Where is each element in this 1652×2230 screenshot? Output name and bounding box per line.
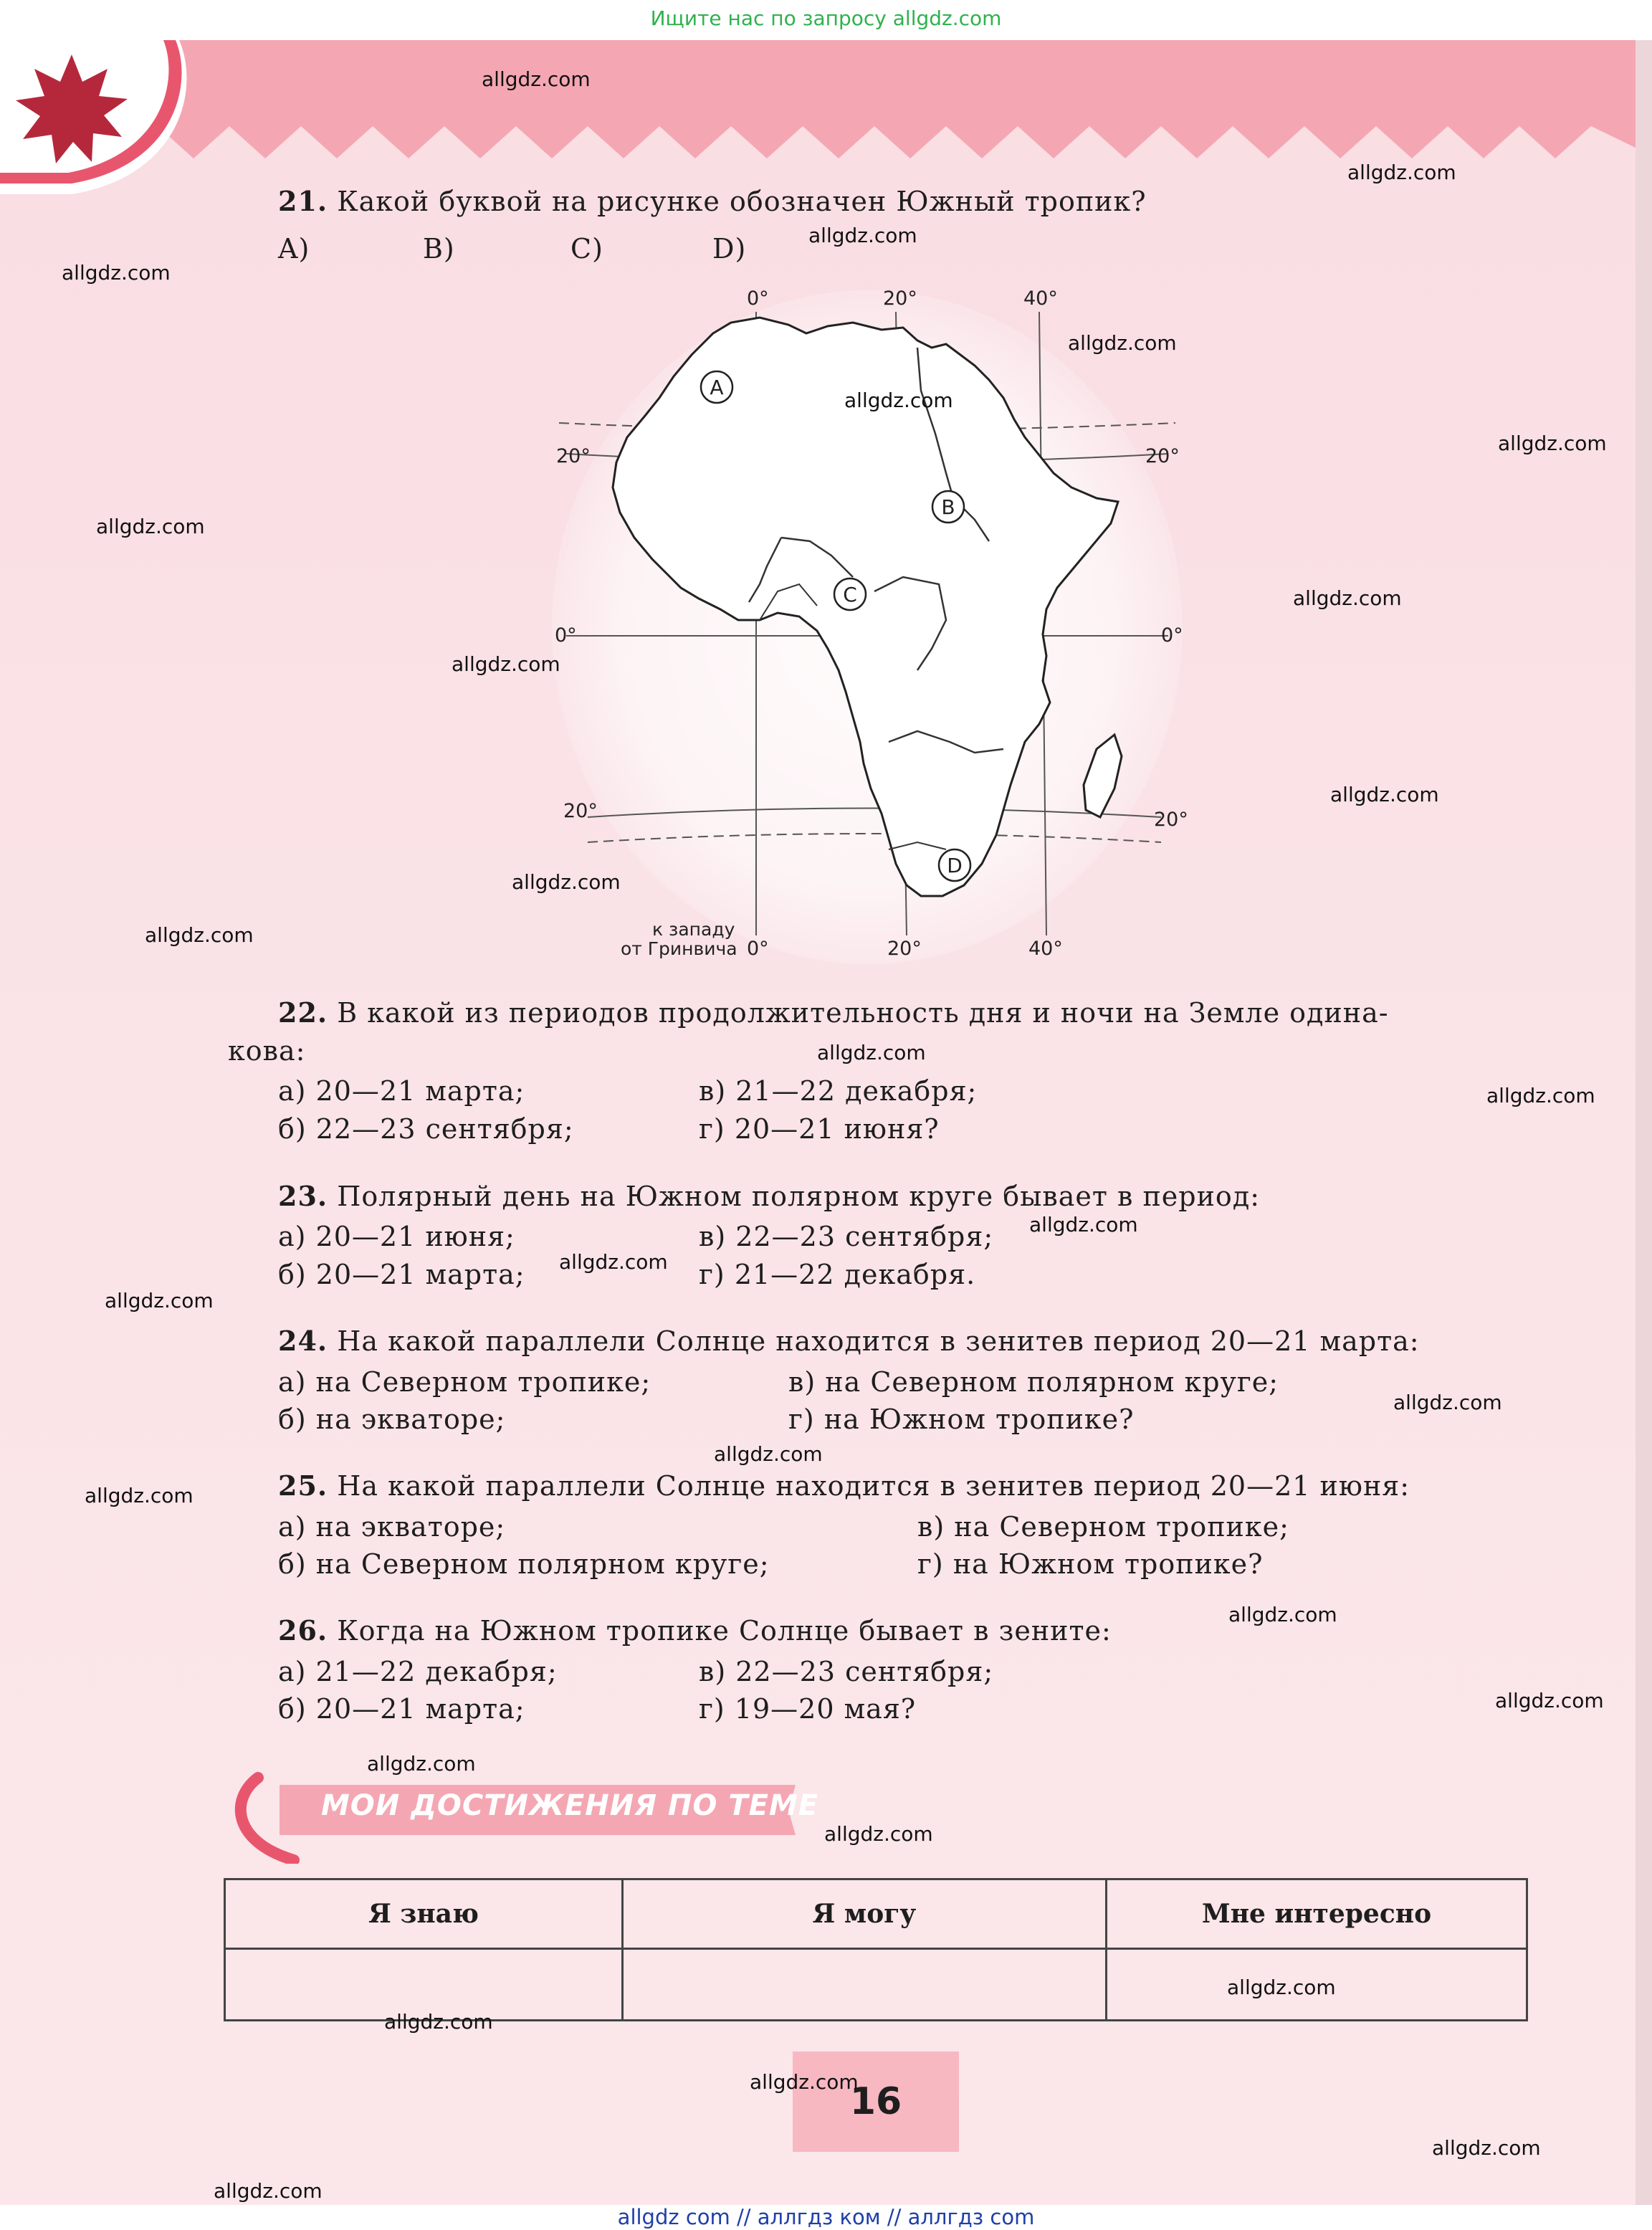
watermark: allgdz.com [214,2179,323,2203]
watermark: allgdz.com [482,67,591,91]
watermark: allgdz.com [1495,1689,1604,1712]
option-b: B) [423,233,455,265]
africa-map [545,283,1190,971]
page-number-box [793,2052,959,2152]
question-25 [278,1469,1410,1502]
question-number: 24. [278,1325,328,1357]
option-g: г) на Южном тропике? [917,1548,1264,1580]
header-i-know: Я знаю [225,1879,623,1949]
option-a: а) на Северном тропике; [278,1366,651,1398]
question-22 [278,996,1389,1029]
label-top-40: 40° [1023,287,1058,310]
watermark: allgdz.com [452,652,560,676]
question-number: 26. [278,1614,328,1647]
watermark: allgdz.com [105,1289,214,1312]
option-g: г) 19—20 мая? [699,1693,917,1725]
bottom-watermark-banner: allgdz com // аллгдз ком // аллгдз com [0,2205,1652,2230]
question-text: Когда на Южном тропике Солнце бывает в зените: [337,1615,1112,1647]
option-a: а) на экваторе; [278,1511,506,1543]
option-b: б) 20—21 марта; [278,1259,525,1290]
question-text: На какой параллели Солнце находится в зенитев период 20—21 июня: [337,1470,1410,1502]
option-v: в) 22—23 сентября; [699,1221,994,1252]
label-bottom-0: 0° [747,938,769,960]
watermark: allgdz.com [714,1442,823,1466]
question-text: Какой буквой на рисунке обозначен Южный тропик? [337,186,1147,217]
watermark: allgdz.com [1486,1084,1595,1107]
question-text: Полярный день на Южном полярном круге бывает в период: [337,1181,1261,1212]
watermark: allgdz.com [1293,586,1402,610]
option-v: в) на Северном полярном круге; [788,1366,1279,1398]
watermark: allgdz.com [1228,1603,1337,1626]
watermark: allgdz.com [1227,1976,1336,1999]
watermark: allgdz.com [844,389,953,412]
table-header-row [225,1879,1527,1949]
label-bottom-20: 20° [887,938,922,960]
watermark: allgdz.com [1432,2136,1541,2160]
header-zigzag [158,126,1636,158]
watermark: allgdz.com [808,224,917,247]
label-west-of-greenwich-2: от Гринвича [621,938,737,959]
option-b: б) на Северном полярном круге; [278,1548,770,1580]
option-a: а) 20—21 марта; [278,1075,525,1107]
option-v: в) на Северном тропике; [917,1511,1289,1543]
achievements-title: МОИ ДОСТИЖЕНИЯ ПО ТЕМЕ [321,1789,819,1822]
label-west-of-greenwich-1: к западу [652,919,735,940]
question-number: 23. [278,1180,328,1212]
watermark: allgdz.com [750,2070,859,2094]
label-top-20: 20° [883,287,917,310]
svg-text:A: A [710,376,724,399]
point-b [932,491,964,523]
option-v: в) 22—23 сентября; [699,1656,994,1687]
label-right-20s: 20° [1154,809,1188,831]
header-i-can: Я могу [623,1879,1107,1949]
watermark: allgdz.com [824,1822,933,1846]
label-left-20s: 20° [563,800,598,822]
option-b: б) 22—23 сентября; [278,1113,574,1145]
option-d: D) [712,233,747,265]
watermark: allgdz.com [559,1250,668,1274]
achievements-table [224,1878,1528,2021]
header-interesting: Мне интересно [1107,1879,1527,1949]
label-left-0: 0° [555,624,577,647]
option-v: в) 21—22 декабря; [699,1075,978,1107]
svg-text:B: B [941,495,955,519]
option-g: г) 21—22 декабря. [699,1259,976,1290]
watermark: allgdz.com [1330,783,1439,806]
label-right-20n: 20° [1145,445,1180,467]
label-left-20n: 20° [556,445,591,467]
svg-text:D: D [947,854,963,877]
option-a: а) 20—21 июня; [278,1221,515,1252]
cell-i-can[interactable] [623,1949,1107,2021]
watermark: allgdz.com [367,1752,476,1776]
page-edge [1636,40,1652,2205]
watermark: allgdz.com [384,2010,493,2034]
watermark: allgdz.com [96,515,205,538]
option-g: г) на Южном тропике? [788,1404,1135,1435]
question-22-line2: кова: [228,1035,306,1067]
question-24 [278,1325,1420,1357]
watermark: allgdz.com [1347,161,1456,184]
point-a [701,371,732,403]
question-23 [278,1180,1260,1212]
watermark: allgdz.com [85,1484,194,1507]
watermark: allgdz.com [1029,1213,1138,1236]
question-26 [278,1614,1112,1647]
question-text: На какой параллели Солнце находится в зенитев период 20—21 марта: [337,1325,1420,1357]
question-number: 21. [278,185,328,217]
label-top-0: 0° [747,287,769,310]
option-a: а) 21—22 декабря; [278,1656,558,1687]
option-a: A) [278,233,310,265]
watermark: allgdz.com [62,261,171,285]
point-d [939,849,970,881]
option-b: б) 20—21 марта; [278,1693,525,1725]
question-number: 22. [278,996,328,1029]
page-number: 16 [849,2080,902,2123]
option-c: C) [570,233,603,265]
question-21 [278,185,1147,217]
watermark: allgdz.com [1498,432,1607,455]
point-c [834,578,866,610]
watermark: allgdz.com [817,1041,926,1064]
option-b: б) на экваторе; [278,1404,506,1435]
option-g: г) 20—21 июня? [699,1113,940,1145]
top-watermark-banner: Ищите нас по запросу allgdz.com [0,0,1652,40]
watermark: allgdz.com [145,923,254,947]
label-right-0: 0° [1161,624,1183,647]
watermark: allgdz.com [512,870,621,894]
question-number: 25. [278,1469,328,1502]
label-bottom-40: 40° [1028,938,1063,960]
svg-text:C: C [843,583,857,606]
watermark: allgdz.com [1068,331,1177,355]
question-text-line1: В какой из периодов продолжительность дня и ночи на Земле одина- [337,997,1389,1029]
watermark: allgdz.com [1393,1391,1502,1414]
